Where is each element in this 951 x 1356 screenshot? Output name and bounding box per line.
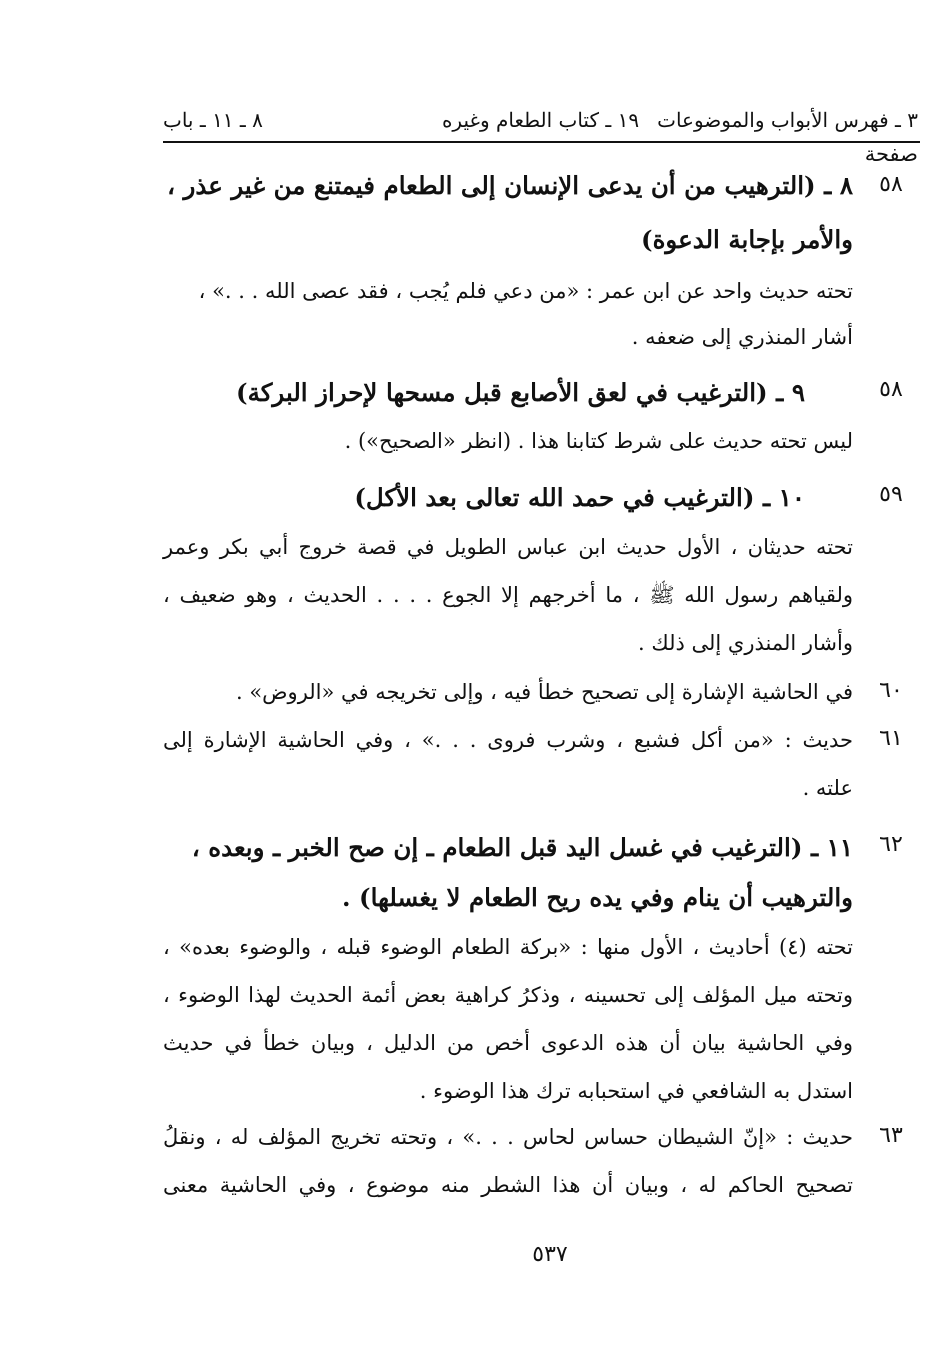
entry-text: ولقياهم رسول الله ﷺ ، ما أخرجهم إلا الجوع . . . . الحديث ، وهو ضعيف ، (163, 583, 853, 607)
entry-page-number: ٦٣ (879, 1123, 903, 1148)
entry-text: وأشار المنذري إلى ذلك . (638, 631, 853, 655)
index-entry (163, 668, 921, 716)
chapter-heading: ٨ ـ (الترهيب من أن يدعى الإنسان إلى الطعام فيمتنع من غير عذر ، (167, 171, 853, 200)
entry-text: علته . (802, 776, 853, 800)
entry-page-number: ٥٨ (879, 377, 903, 402)
entry-page-number: ٥٩ (879, 482, 903, 507)
header-book-title: ١٩ ـ كتاب الطعام وغيره (441, 108, 640, 132)
entry-page-number: ٦٢ (879, 832, 903, 857)
entry-text: استدل به الشافعي في استحبابه ترك هذا الوضوء . (419, 1079, 853, 1103)
entry-page-number: ٦١ (879, 726, 903, 751)
chapter-heading: ١١ ـ (الترغيب في غسل اليد قبل الطعام ـ إن صح الخبر ـ وبعده ، (191, 833, 853, 862)
entry-text: وتحته ميل المؤلف إلى تحسينه ، وذكرُ كراهية بعض أئمة الحديث لهذا الوضوء ، (163, 983, 853, 1007)
entry-text: حديث : «إنّ الشيطان حساس لحاس . . .» ، وتحته تخريج المؤلف له ، ونقلُ (163, 1125, 853, 1149)
index-entry (163, 1113, 921, 1213)
entry-text: وفي الحاشية بيان أن هذه الدعوى أخص من الدليل ، وبيان خطأ في حديث (163, 1031, 853, 1055)
entry-text: أشار المنذري إلى ضعفه . (631, 325, 853, 349)
entry-text: تصحيح الحاكم له ، وبيان أن هذا الشطر منه موضوع ، وفي الحاشية معنى (163, 1173, 853, 1197)
index-entry (163, 365, 921, 475)
entry-page-number: ٥٨ (879, 172, 903, 197)
header-divider (163, 141, 920, 143)
chapter-heading: والترهيب أن ينام وفي يده ريح الطعام لا يغسلها) . (341, 883, 853, 912)
entry-text: حديث : «من أكل فشبع ، وشرب فروى . . .» ، وفي الحاشية الإشارة إلى (163, 728, 853, 752)
entry-text: ليس تحته حديث على شرط كتابنا هذا . (انظر «الصحيح») . (344, 429, 853, 453)
index-entry (163, 820, 921, 1120)
entry-text: تحته حديثان ، الأول حديث ابن عباس الطويل في قصة خروج أبي بكر وعمر (163, 535, 853, 559)
entry-page-number: ٦٠ (879, 678, 903, 703)
running-header (163, 103, 918, 137)
page-column-label: صفحة (864, 142, 918, 166)
chapter-heading: ٩ ـ (الترغيب في لعق الأصابع قبل مسحها لإحراز البركة) (236, 378, 805, 407)
entry-text: في الحاشية الإشارة إلى تصحيح خطأ فيه ، وإلى تخريجه في «الروض» . (235, 680, 853, 704)
header-section-title: ٣ ـ فهرس الأبواب والموضوعات (657, 108, 918, 132)
chapter-heading: ١٠ ـ (الترغيب في حمد الله تعالى بعد الأكل) (354, 483, 805, 512)
footer-page-number: ٥٣٧ (532, 1242, 568, 1267)
chapter-heading: والأمر بإجابة الدعوة) (641, 225, 853, 254)
index-entry (163, 470, 921, 670)
entry-text: تحته (٤) أحاديث ، الأول منها : «بركة الطعام الوضوء قبله ، والوضوء بعده» ، (163, 935, 853, 959)
entry-text: تحته حديث واحد عن ابن عمر : «من دعي فلم يُجب ، فقد عصى الله . . .» ، (198, 279, 853, 303)
index-entry (163, 158, 921, 358)
header-chapter-range: ٨ ـ ١١ ـ باب (163, 108, 263, 132)
index-entry (163, 716, 921, 812)
